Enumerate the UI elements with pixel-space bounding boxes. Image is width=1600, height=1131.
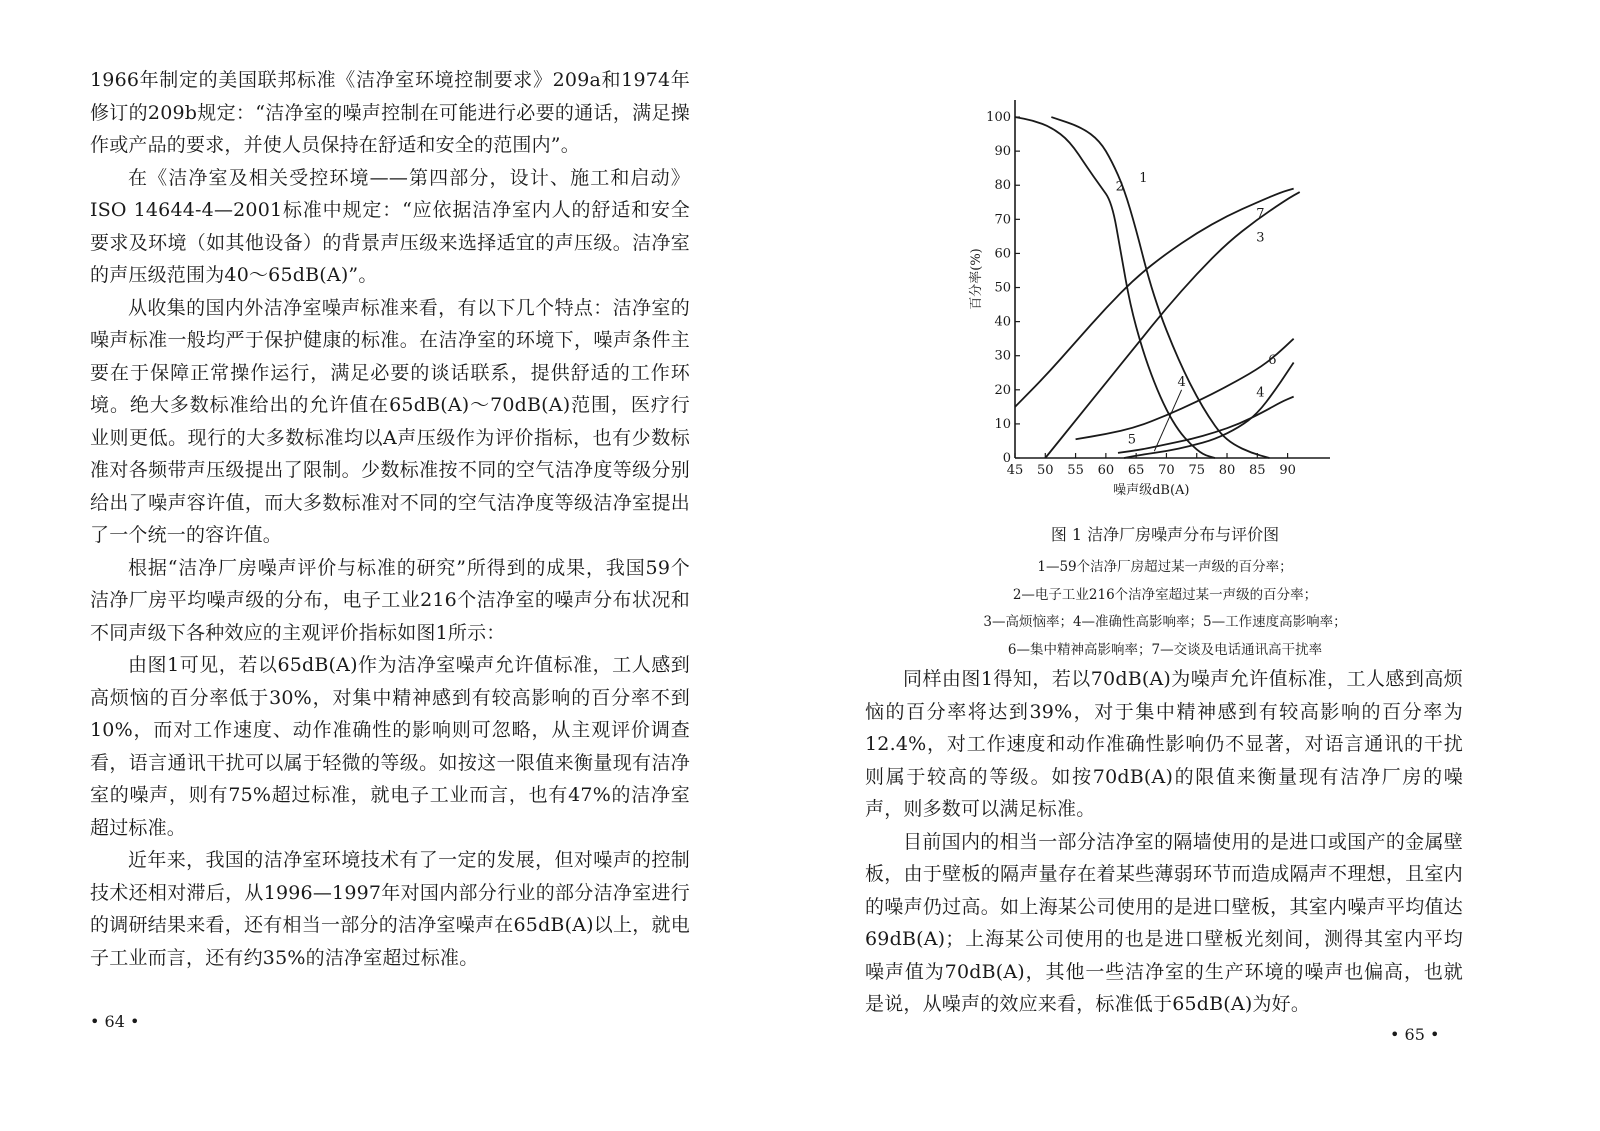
left-page (0, 0, 780, 1131)
x-tick-label: 80 (1218, 463, 1236, 478)
curve-label-5: 5 (1127, 432, 1137, 448)
x-tick-label: 45 (1006, 463, 1024, 478)
right-page-body (865, 663, 1463, 1021)
curve-label-7: 7 (1256, 206, 1265, 222)
x-axis-label: 噪声级dB(A) (1113, 483, 1190, 498)
paragraph: 目前国内的相当一部分洁净室的隔墙使用的是进口或国产的金属壁板，由于壁板的隔声量存在着某些薄弱环节而造成隔声不理想，且室内的噪声仍过高。如上海某公司使用的是进口壁板，其室内噪声平均值达69dB(A)；上海某公司使用的也是进口壁板光刻间，测得其室内平均噪声值为70dB(A)，其他一些洁净室的生产环境的噪声也偏高，也就是说，从噪声的效应来看，标准低于65dB(A)为好。 (865, 830, 1463, 1015)
page-number: • 64 • (90, 1012, 140, 1031)
x-tick-label: 85 (1249, 463, 1266, 478)
y-tick-label: 10 (994, 416, 1011, 432)
noise-chart (950, 88, 1390, 508)
curve-4 (1124, 363, 1294, 458)
figure-caption-line: 3—高烦恼率；4—准确性高影响率；5—工作速度高影响率； (983, 614, 1347, 630)
figure-caption-title: 图 1 洁净厂房噪声分布与评价图 (1050, 525, 1280, 544)
paragraph: 1966年制定的美国联邦标准《洁净室环境控制要求》209a和1974年修订的209b规定：“洁净室的噪声控制在可能进行必要的通话，满足操作或产品的要求，并使人员保持在舒适和安全的范围内”。 (90, 69, 690, 156)
x-tick-label: 65 (1127, 463, 1145, 478)
paragraph: 由图1可见，若以65dB(A)作为洁净室噪声允许值标准，工人感到高烦恼的百分率低于30%，对集中精神感到有较高影响的百分率不到10%，而对工作速度、动作准确性的影响则可忽略，从主观评价调查看，语言通讯干扰可以属于轻微的等级。如按这一限值来衡量现有洁净室的噪声，则有75%超过标准，就电子工业而言，也有47%的洁净室超过标准。 (90, 654, 690, 839)
y-tick-label: 50 (994, 280, 1011, 296)
y-tick-label: 20 (994, 382, 1011, 398)
chart-canvas (950, 88, 1390, 508)
figure-caption-line: 6—集中精神高影响率；7—交谈及电话通讯高干扰率 (1007, 642, 1323, 658)
curve-label-1: 1 (1139, 170, 1148, 186)
paragraph: 从收集的国内外洁净室噪声标准来看，有以下几个特点：洁净室的噪声标准一般均严于保护健康的标准。在洁净室的环境下，噪声条件主要在于保障正常操作运行，满足必要的谈话联系，提供舒适的工作环境。绝大多数标准给出的允许值在65dB(A)～70dB(A)范围，医疗行业则更低。现行的大多数标准均以A声压级作为评价指标，也有少数标准对各频带声压级提出了限制。少数标准按不同的空气洁净度等级分别给出了噪声容许值，而大多数标准对不同的空气洁净度等级洁净室提出了一个统一的容许值。 (90, 296, 690, 546)
curve-label-4: 4 (1256, 385, 1265, 401)
curve-label-4-inner: 4 (1177, 374, 1186, 390)
figure-caption-line: 1—59个洁净厂房超过某一声级的百分率； (1037, 559, 1293, 575)
page-number: • 65 • (1390, 1025, 1440, 1044)
x-tick-label: 70 (1158, 463, 1175, 478)
paragraph: 在《洁净室及相关受控环境——第四部分，设计、施工和启动》ISO 14644-4—2001标准中规定：“应依据洁净室内人的舒适和安全要求及环境（如其他设备）的背景声压级来选择适宜的声压级。洁净室的声压级范围为40～65dB(A)”。 (90, 166, 690, 286)
curve-label-6: 6 (1268, 353, 1277, 369)
paragraph: 同样由图1得知，若以70dB(A)为噪声允许值标准，工人感到高烦恼的百分率将达到39%，对于集中精神感到有较高影响的百分率为12.4%，对工作速度和动作准确性影响仍不显著，对语言通讯的干扰则属于较高的等级。如按70dB(A)的限值来衡量现有洁净厂房的噪声，则多数可以满足标准。 (865, 668, 1463, 820)
y-tick-label: 0 (1002, 451, 1011, 466)
figure-caption-line: 2—电子工业216个洁净室超过某一声级的百分率； (1012, 587, 1318, 603)
x-tick-label: 60 (1097, 463, 1115, 478)
y-axis-label: 百分率(%) (969, 248, 984, 310)
x-tick-label: 55 (1067, 463, 1084, 478)
y-tick-label: 70 (994, 212, 1011, 228)
curve-label-3: 3 (1256, 230, 1265, 246)
y-tick-label: 60 (994, 246, 1011, 262)
x-tick-label: 90 (1279, 463, 1296, 478)
right-page (800, 0, 1600, 1131)
chart-axes (986, 100, 1330, 478)
x-tick-label: 50 (1037, 463, 1054, 478)
x-tick-label: 75 (1188, 463, 1206, 478)
y-tick-label: 40 (994, 314, 1011, 330)
chart-curve-labels (1116, 171, 1277, 451)
curve-1 (1051, 117, 1269, 458)
y-tick-label: 30 (994, 348, 1011, 364)
paragraph: 根据“洁净厂房噪声评价与标准的研究”所得到的成果，我国59个洁净厂房平均噪声级的分布，电子工业216个洁净室的噪声分布状况和不同声级下各种效应的主观评价指标如图1所示： (90, 556, 690, 644)
paragraph: 近年来，我国的洁净室环境技术有了一定的发展，但对噪声的控制技术还相对滞后，从1996—1997年对国内部分行业的部分洁净室进行的调研结果来看，还有相当一部分的洁净室噪声在65dB(A)以上，就电子工业而言，还有约35%的洁净室超过标准。 (90, 849, 690, 969)
chart-curves (1015, 117, 1300, 458)
curve-label-2: 2 (1115, 179, 1124, 195)
y-tick-label: 90 (994, 144, 1011, 160)
y-tick-label: 80 (994, 178, 1011, 194)
y-tick-label: 100 (986, 110, 1011, 126)
left-page-body (90, 64, 690, 974)
